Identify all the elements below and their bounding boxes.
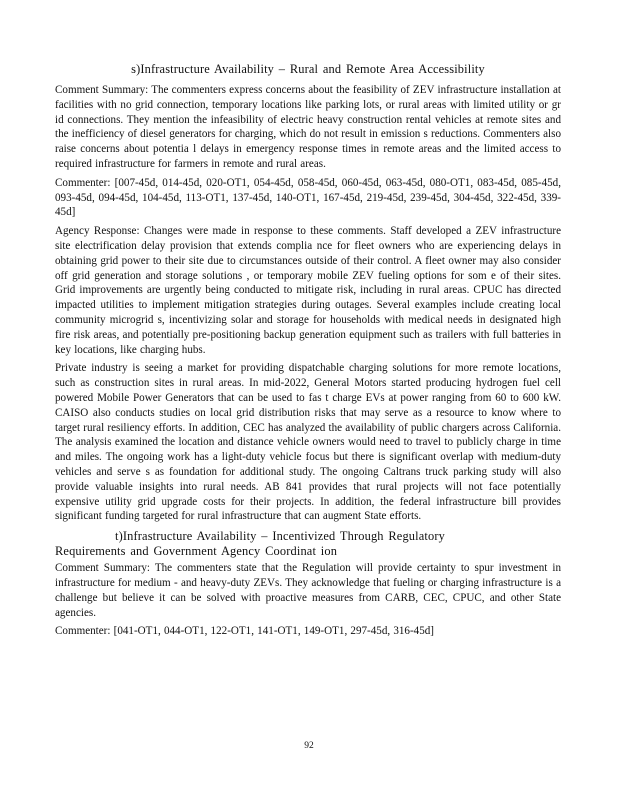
section-s-commenter-list: Commenter: [007-45d, 014-45d, 020-OT1, 054-45d, 058-45d, 060-45d, 063-45d, 080-OT1, 083-45d, 085-45d, 093-45d, 094-45d, 104-45d, 113-OT1, 137-45d, 140-OT1, 167-45d, 219-45d, 239-45d, 304-45d, 322-45d, 339-45d] xyxy=(55,176,561,219)
section-t-heading xyxy=(55,529,561,559)
section-s-agency-response: Agency Response: Changes were made in response to these comments. Staff developed a ZEV infrastructure site electrification delay provision that extends complia nce for fleet owners who are experiencing delays in obtaining grid power to their site due to circumstances outside of their control. A fleet owner may also consider off grid generation and storage solutions , or temporary mobile ZEV fueling options for som e of their sites. Grid improvements are urgently being conducted to mitigate risk, including in rural areas. CPUC has directed impacted utilities to implement mitigation strategies during outages. Several examples include creating local community microgrid s, incentivizing solar and storage for households with medical needs in designated high fire risk areas, and potentially pre-positioning backup generation equipment such as trailers with full batteries in key locations, like charging hubs. xyxy=(55,225,561,356)
section-t-comment-summary: Comment Summary: The commenters state that the Regulation will provide certainty to spur investment in infrastructure for medium - and heavy-duty ZEVs. They acknowledge that fueling or charging infrastructure is a challenge but believe it can be solved with proactive measures from CARB, CEC, CPUC, and other State agencies. xyxy=(55,562,561,619)
section-s-comment-summary: Comment Summary: The commenters express concerns about the feasibility of ZEV infrastructure installation at facilities with no grid connection, temporary locations like parking lots, or rural areas with limited utility or gr id connections. They mention the infeasibility of electric heavy construction rental vehicles at remote sites and the inefficiency of diesel generators for charging, which do not result in emission s reductions. Commenters also raise concerns about potentia l delays in emergency response times in remote areas and the limited access to required infrastructure for farmers in remote and rural areas. xyxy=(55,84,561,170)
section-t-commenter-list: Commenter: [041-OT1, 044-OT1, 122-OT1, 141-OT1, 149-OT1, 297-45d, 316-45d] xyxy=(55,625,435,638)
section-t-heading-line2: Requirements and Government Agency Coordinat ion xyxy=(55,544,338,559)
document-page xyxy=(55,62,561,643)
section-s-private-industry-paragraph: Private industry is seeing a market for providing dispatchable charging solutions for more remote locations, such as construction sites in rural areas. In mid-2022, General Motors started producing hydrogen fuel cell powered Mobile Power Generators that can be used to fas t charge EVs at power ranging from 60 to 600 kW. CAISO also conducts studies on local grid distribution risks that may serve as a resource to know where to target rural resiliency efforts. In addition, CEC has analyzed the availability of public chargers across California. The analysis examined the location and distance vehicle owners would need to travel to publicly charge in time and miles. The ongoing work has a light-duty vehicle focus but there is significant overlap with medium-duty vehicles and serve s as foundation for additional study. The ongoing Caltrans truck parking study will also provide valuable insights into rural needs. AB 841 provides that rural projects will not face potentially expensive utility grid upgrade costs for their projects. In addition, the federal infrastructure bill provides significant funding targeted for rural infrastructure that can augment State efforts. xyxy=(55,362,561,523)
section-s-heading: s)Infrastructure Availability – Rural and Remote Area Accessibility xyxy=(131,62,485,76)
section-t-heading-line1: t)Infrastructure Availability – Incentivized Through Regulatory xyxy=(115,529,445,544)
page-number: 92 xyxy=(304,741,314,751)
